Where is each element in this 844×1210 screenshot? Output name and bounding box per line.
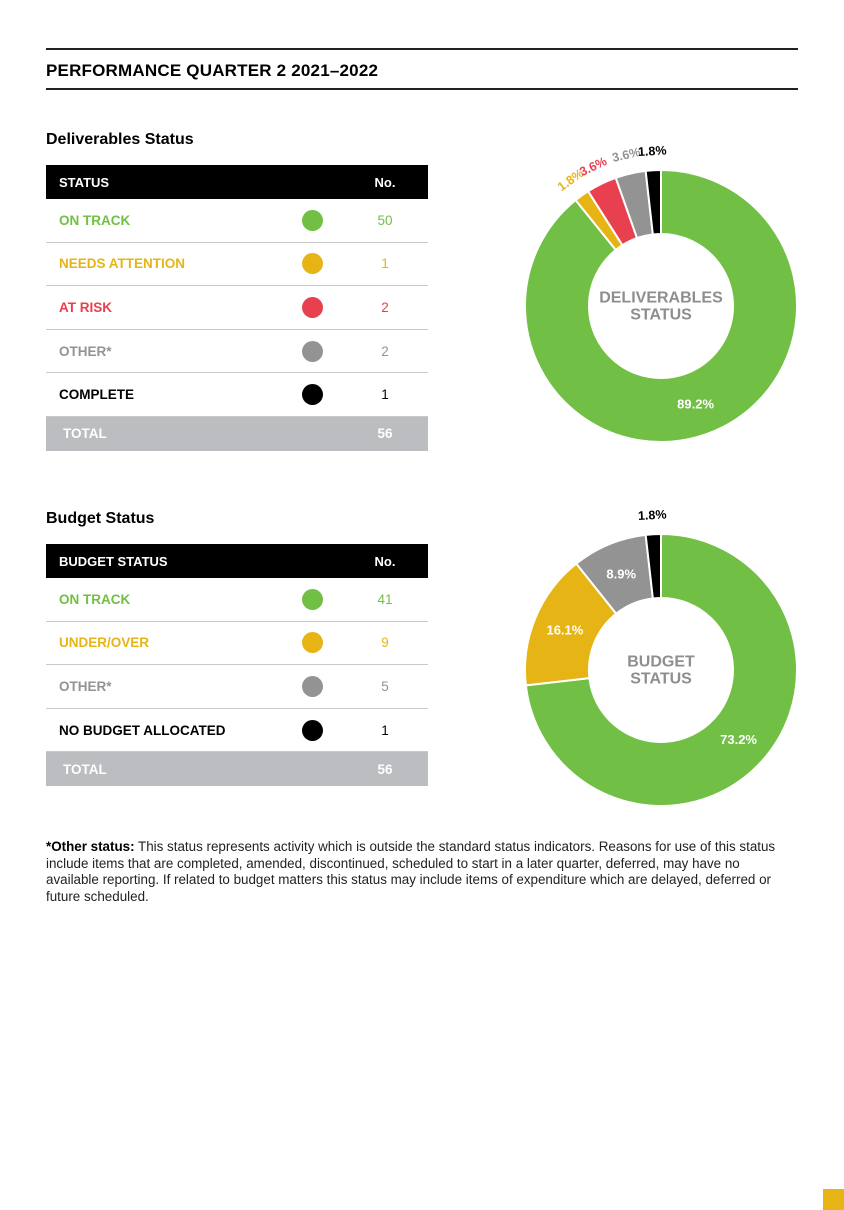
status-dot-yellow xyxy=(302,632,323,653)
donut-center-title: DELIVERABLES xyxy=(599,289,723,307)
donut-data-label: 3.6% xyxy=(577,154,610,180)
header-status-label: STATUS xyxy=(59,174,110,190)
deliverables-donut-chart xyxy=(520,135,810,455)
row-value: 41 xyxy=(377,591,393,607)
donut-data-label: 16.1% xyxy=(546,622,584,638)
row-label: ON TRACK xyxy=(59,591,131,607)
donut-data-label: 1.8% xyxy=(637,143,667,160)
row-label: OTHER* xyxy=(59,343,112,359)
header-budget-status-label: BUDGET STATUS xyxy=(59,553,168,569)
table-row-other xyxy=(46,330,428,374)
row-value: 5 xyxy=(381,678,389,694)
row-label: NEEDS ATTENTION xyxy=(59,256,186,272)
status-dot-green xyxy=(302,210,323,231)
footnote-text: This status represents activity which is outside the standard status indicators. Reasons for use of this status include items that are completed, amended, discontinued, scheduled to start in a later quarter, deferred, may have no available reporting. If related to budget matters this status may include items of expenditure which are delayed, deferred or future scheduled. xyxy=(46,839,776,904)
deliverables-section-title: Deliverables Status xyxy=(46,131,194,148)
other-status-footnote xyxy=(46,839,786,905)
row-value: 2 xyxy=(381,343,389,359)
budget-table-header xyxy=(46,544,428,578)
budget-donut-chart xyxy=(520,494,810,814)
donut-data-label: 3.6% xyxy=(610,144,642,165)
header-number-label: No. xyxy=(374,174,396,190)
donut-center-title: BUDGET xyxy=(627,653,695,671)
title-underline-rule xyxy=(46,88,798,90)
total-label: TOTAL xyxy=(63,426,107,442)
table-row-at-risk xyxy=(46,286,428,330)
row-value: 50 xyxy=(377,212,393,228)
row-label: UNDER/OVER xyxy=(59,635,150,651)
row-value: 1 xyxy=(381,387,389,403)
row-label: COMPLETE xyxy=(59,387,135,403)
status-dot-green xyxy=(302,589,323,610)
table-row-other xyxy=(46,665,428,709)
table-row-on-track xyxy=(46,578,428,622)
donut-data-label: 89.2% xyxy=(677,396,715,412)
status-dot-grey xyxy=(302,676,323,697)
deliverables-total-row xyxy=(46,417,428,451)
status-dot-yellow xyxy=(302,253,323,274)
donut-data-label: 1.8% xyxy=(555,166,587,195)
top-rule xyxy=(46,48,798,50)
total-value: 56 xyxy=(377,761,393,777)
row-label: OTHER* xyxy=(59,678,112,694)
header-number-label: No. xyxy=(374,553,396,569)
table-row-complete xyxy=(46,373,428,417)
table-row-under-over xyxy=(46,622,428,666)
status-dot-red xyxy=(302,297,323,318)
row-value: 1 xyxy=(381,256,389,272)
row-label: NO BUDGET ALLOCATED xyxy=(59,722,226,738)
row-value: 9 xyxy=(381,635,389,651)
status-dot-black xyxy=(302,384,323,405)
budget-table xyxy=(46,544,428,786)
table-row-on-track xyxy=(46,199,428,243)
donut-data-label: 73.2% xyxy=(720,731,758,747)
row-value: 1 xyxy=(381,722,389,738)
page-number-tab xyxy=(823,1189,844,1210)
donut-data-label: 8.9% xyxy=(606,566,637,582)
deliverables-table xyxy=(46,165,428,451)
total-value: 56 xyxy=(377,426,393,442)
deliverables-table-header xyxy=(46,165,428,199)
footnote-lead: *Other status: xyxy=(46,839,135,854)
status-dot-black xyxy=(302,720,323,741)
donut-data-label: 1.8% xyxy=(637,507,667,524)
donut-center-title: STATUS xyxy=(630,306,692,324)
budget-section-title: Budget Status xyxy=(46,510,155,527)
page-title: PERFORMANCE QUARTER 2 2021–2022 xyxy=(46,61,379,80)
table-row-needs-attention xyxy=(46,243,428,287)
row-value: 2 xyxy=(381,299,389,315)
row-label: ON TRACK xyxy=(59,212,131,228)
table-row-no-budget-allocated xyxy=(46,709,428,753)
budget-total-row xyxy=(46,752,428,786)
row-label: AT RISK xyxy=(59,299,112,315)
donut-center-title: STATUS xyxy=(630,670,692,688)
total-label: TOTAL xyxy=(63,761,107,777)
status-dot-grey xyxy=(302,341,323,362)
